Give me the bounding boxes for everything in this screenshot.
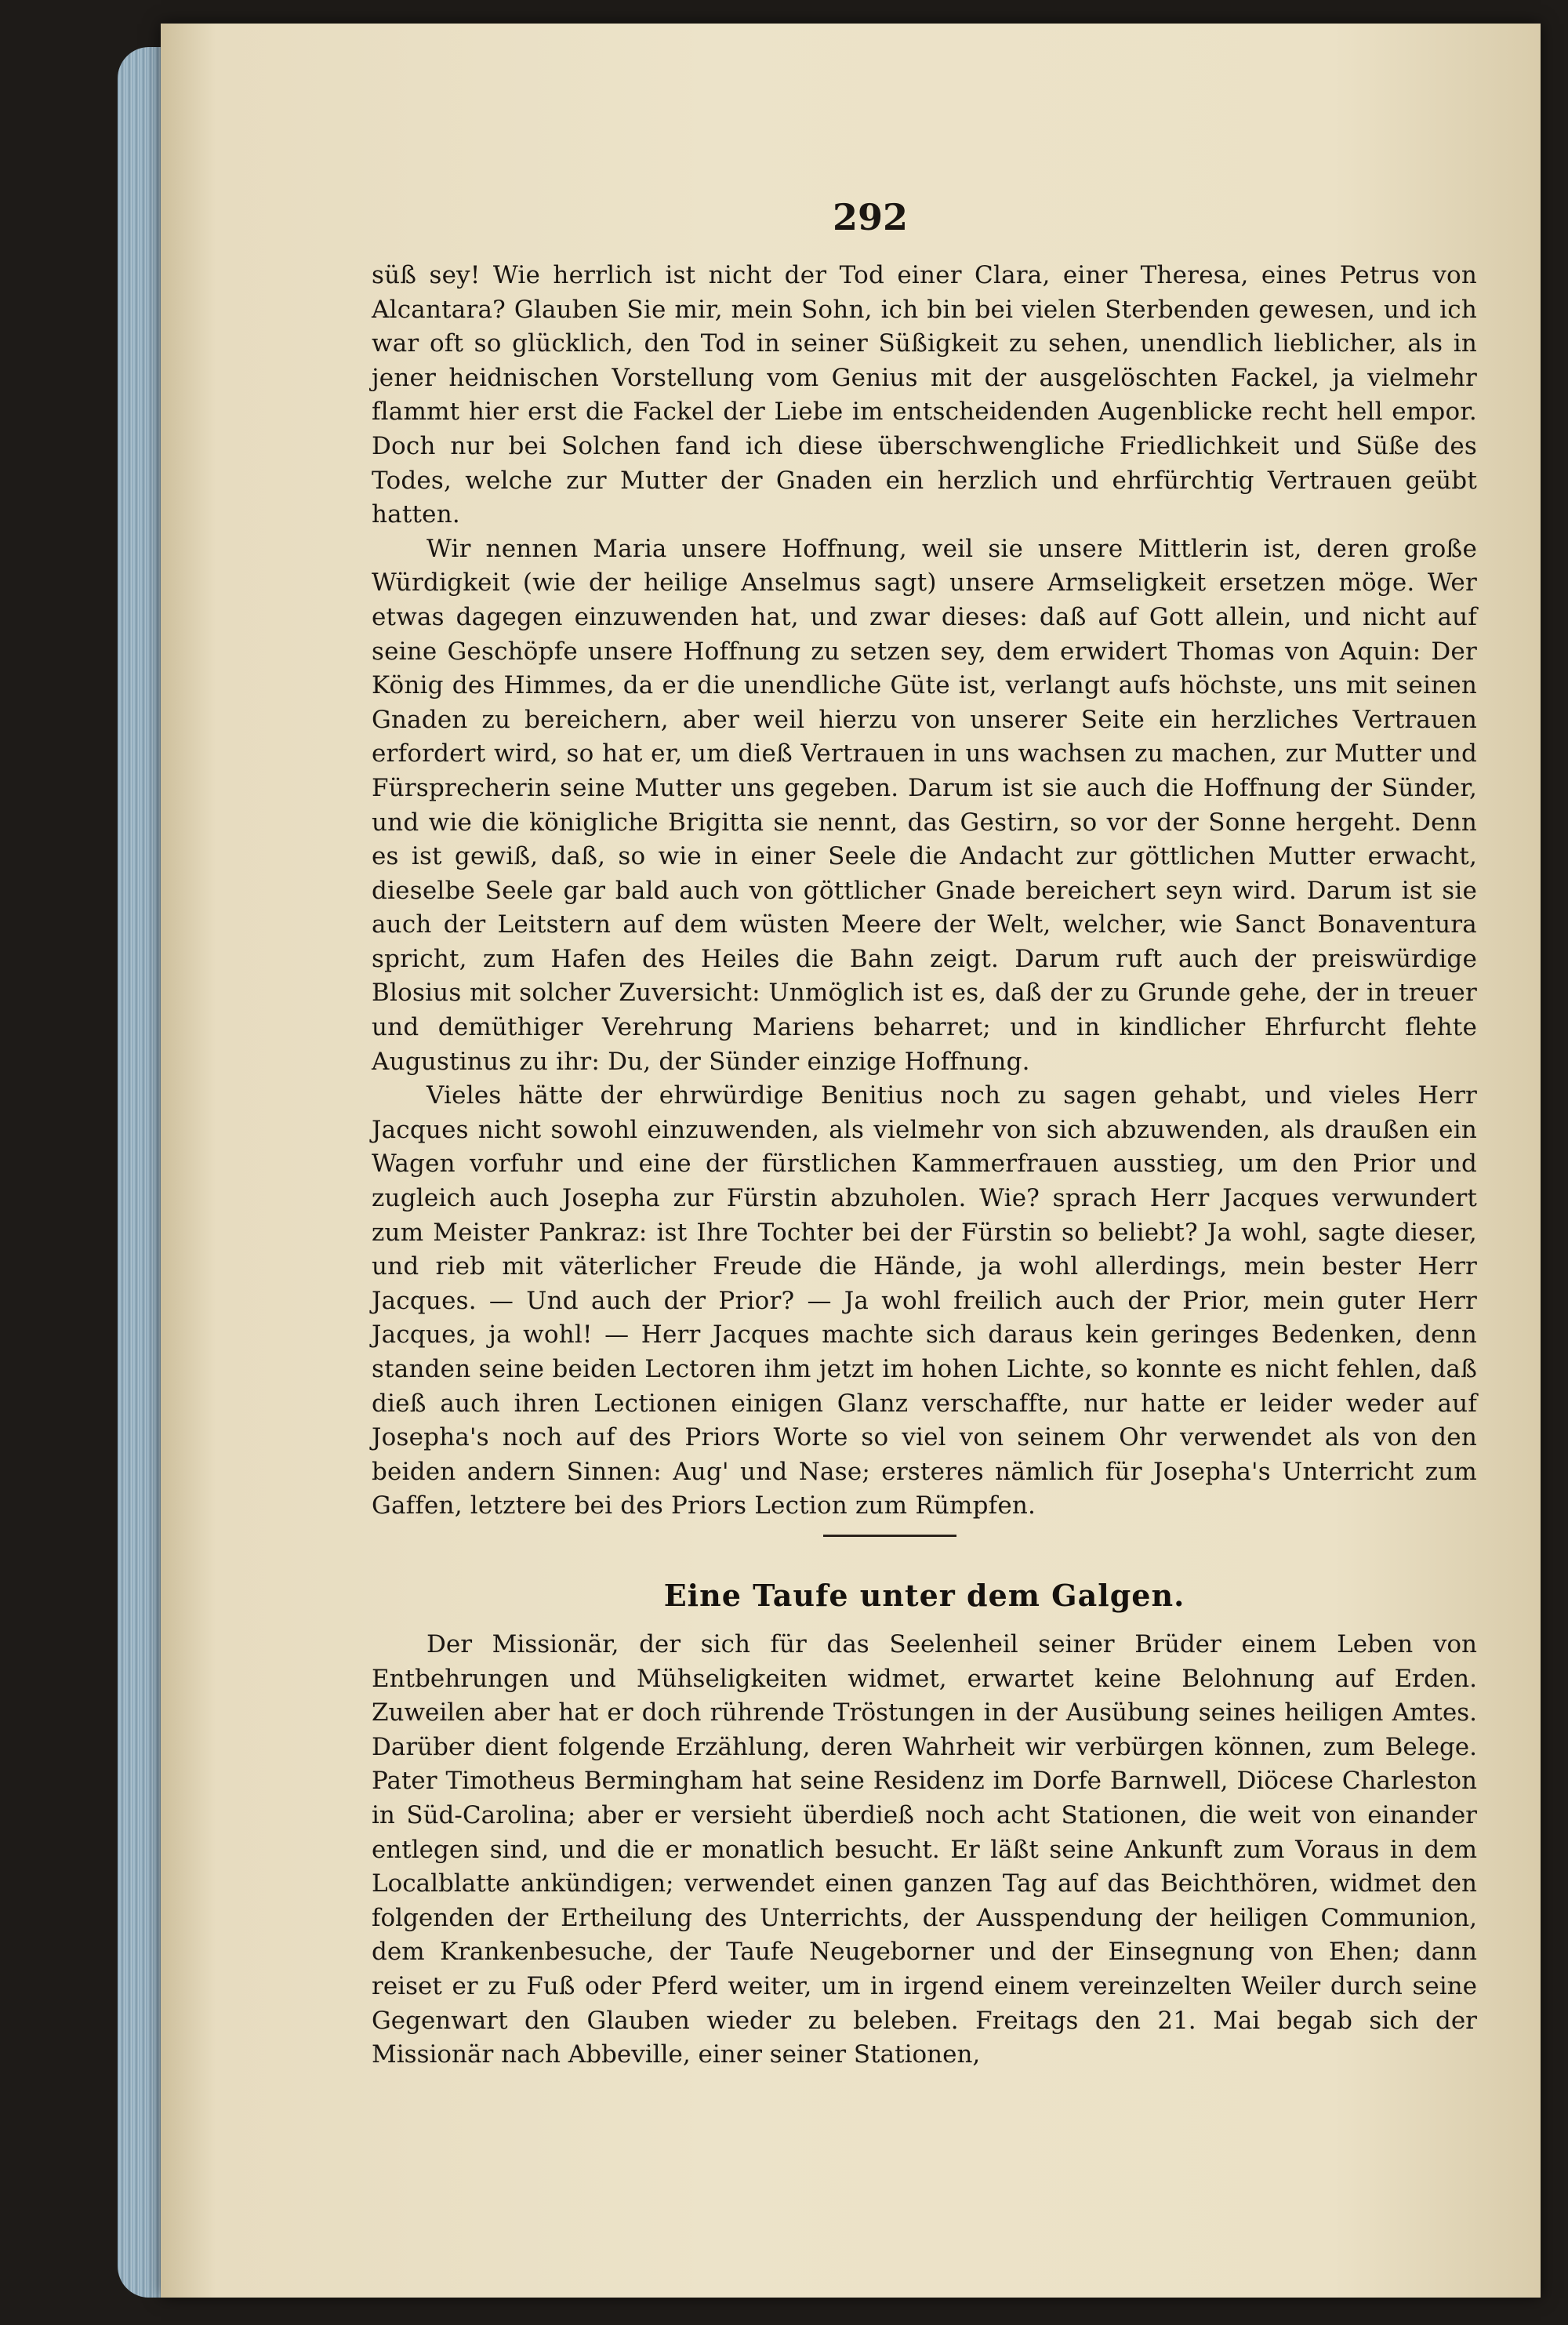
paragraph: süß sey! Wie herrlich ist nicht der Tod einer Clara, einer Theresa, eines Petrus von Alcantara? Glauben Sie mir, mein Sohn, ich bin bei vielen Sterbenden gewesen, und ich war oft so glücklich, den Tod in seiner Süßigkeit zu sehen, unendlich lieblicher, als in jener heidnischen Vorstellung vom Genius mit der ausgelöschten Fackel, ja vielmehr flammt hier erst die Fackel der Liebe im entscheidenden Augenblicke recht hell empor. Doch nur bei Solchen fand ich diese überschwengliche Friedlichkeit und Süße des Todes, welche zur Mutter der Gnaden ein herzlich und ehrfürchtig Vertrauen geübt hatten.: [372, 261, 1477, 529]
main-text: [372, 259, 1477, 1524]
section-text: [372, 1628, 1477, 2073]
paragraph: Wir nennen Maria unsere Hoffnung, weil sie unsere Mittlerin ist, deren große Würdigkeit (wie der heilige Anselmus sagt) unsere Armseligkeit ersetzen möge. Wer etwas dagegen einzuwenden hat, und zwar dieses: daß auf Gott allein, und nicht auf seine Geschöpfe unsere Hoffnung zu setzen sey, dem erwidert Thomas von Aquin: Der König des Himmes, da er die unendliche Güte ist, verlangt aufs höchste, uns mit seinen Gnaden zu bereichern, aber weil hierzu von unserer Seite ein herzliches Vertrauen erfordert wird, so hat er, um dieß Vertrauen in uns wachsen zu machen, zur Mutter und Fürsprecherin seine Mutter uns gegeben. Darum ist sie auch die Hoffnung der Sünder, und wie die königliche Brigitta sie nennt, das Gestirn, so vor der Sonne hergeht. Denn es ist gewiß, daß, so wie in einer Seele die Andacht zur göttlichen Mutter erwacht, dieselbe Seele gar bald auch von göttlicher Gnade bereichert seyn wird. Darum ist sie auch der Leitstern auf dem wüsten Meere der Welt, welcher, wie Sanct Bonaventura spricht, zum Hafen des Heiles die Bahn zeigt. Darum ruft auch der preiswürdige Blosius mit solcher Zuversicht: Unmöglich ist es, daß der zu Grunde gehe, der in treuer und demüthiger Verehrung Mariens beharret; und in kindlicher Ehrfurcht flehte Augustinus zu ihr: Du, der Sünder einzige Hoffnung.: [372, 534, 1477, 1076]
section-separator: [823, 1535, 956, 1537]
section-title: Eine Taufe unter dem Galgen.: [663, 1578, 1185, 1613]
paragraph: Der Missionär, der sich für das Seelenheil seiner Brüder einem Leben von Entbehrungen und Mühseligkeiten widmet, erwartet keine Belohnung auf Erden. Zuweilen aber hat er doch rührende Tröstungen in der Ausübung seines heiligen Amtes. Darüber dient folgende Erzählung, deren Wahrheit wir verbürgen können, zum Belege. Pater Timotheus Bermingham hat seine Residenz im Dorfe Barnwell, Diöcese Charleston in Süd-Carolina; aber er versieht überdieß noch acht Stationen, die weit von einander entlegen sind, und die er monatlich besucht. Er läßt seine Ankunft zum Voraus in dem Localblatte ankündigen; verwendet einen ganzen Tag auf das Beichthören, widmet den folgenden der Ertheilung des Unterrichts, der Ausspendung der heiligen Communion, dem Krankenbesuche, der Taufe Neugeborner und der Einsegnung von Ehen; dann reiset er zu Fuß oder Pferd weiter, um in irgend einem vereinzelten Weiler durch seine Gegenwart den Glauben wieder zu beleben. Freitags den 21. Mai begab sich der Missionär nach Abbeville, einer seiner Stationen,: [372, 1630, 1477, 2069]
section-separator-wrap: [823, 1535, 956, 1537]
page-number: 292: [832, 196, 909, 238]
paragraph: Vieles hätte der ehrwürdige Benitius noch zu sagen gehabt, und vieles Herr Jacques nicht sowohl einzuwenden, als vielmehr von sich abzuwenden, als draußen ein Wagen vorfuhr und eine der fürstlichen Kammerfrauen ausstieg, um den Prior und zugleich auch Josepha zur Fürstin abzuholen. Wie? sprach Herr Jacques verwundert zum Meister Pankraz: ist Ihre Tochter bei der Fürstin so beliebt? Ja wohl, sagte dieser, und rieb mit väterlicher Freude die Hände, ja wohl allerdings, mein bester Herr Jacques. — Und auch der Prior? — Ja wohl freilich auch der Prior, mein guter Herr Jacques, ja wohl! — Herr Jacques machte sich daraus kein geringes Bedenken, denn standen seine beiden Lectoren ihm jetzt im hohen Lichte, so konnte es nicht fehlen, daß dieß auch ihren Lectionen einigen Glanz verschaffte, nur hatte er leider weder auf Josepha's noch auf des Priors Worte so viel von seinem Ohr verwendet als von den beiden andern Sinnen: Aug' und Nase; ersteres nämlich für Josepha's Unterricht zum Gaffen, letztere bei des Priors Lection zum Rümpfen.: [372, 1081, 1477, 1520]
